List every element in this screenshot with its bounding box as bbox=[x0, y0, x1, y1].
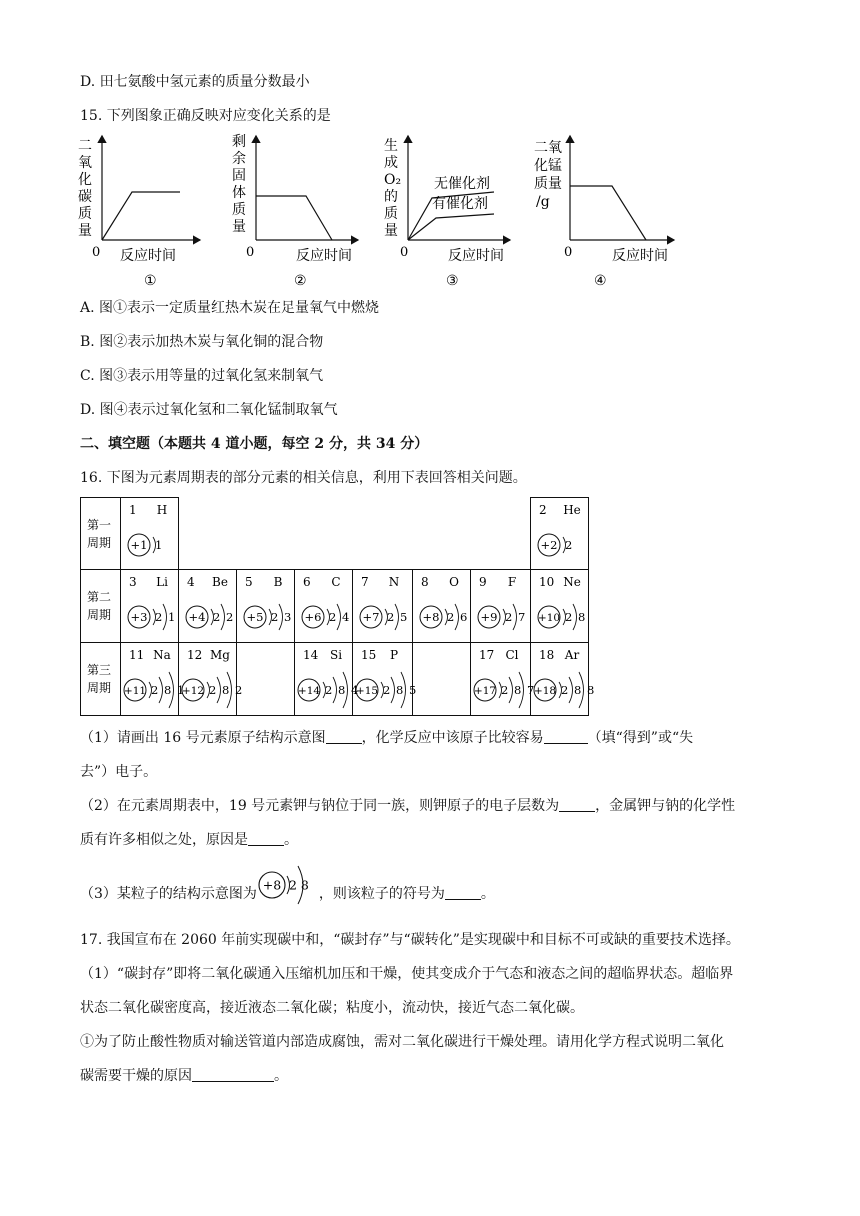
g3-label-no-catalyst: 无催化剂 bbox=[434, 176, 490, 192]
g4-number: ④ bbox=[594, 273, 607, 289]
element-cell-li bbox=[128, 575, 176, 630]
q16-p1-blank-1[interactable] bbox=[326, 729, 362, 744]
element-cell-c bbox=[302, 575, 350, 630]
g3-ylabel-0: 生 bbox=[384, 138, 398, 154]
atomic-number: 11 bbox=[129, 648, 145, 662]
q16-part3 bbox=[80, 876, 495, 912]
nuclear-charge: +1 bbox=[130, 538, 148, 552]
graph-2 bbox=[232, 134, 358, 289]
q14-option-d: D. 田七氨酸中氢元素的质量分数最小 bbox=[80, 74, 310, 90]
g4-xlabel: 反应时间 bbox=[612, 248, 668, 264]
element-symbol: Ar bbox=[564, 648, 580, 662]
g2-ylabel-4: 质 bbox=[232, 202, 246, 218]
g3-ylabel-2: O₂ bbox=[384, 172, 402, 188]
element-cell-mg bbox=[182, 648, 243, 708]
element-cell-h bbox=[128, 503, 167, 556]
nuclear-charge: +3 bbox=[130, 610, 148, 624]
g3-origin: 0 bbox=[400, 245, 409, 260]
element-symbol: C bbox=[331, 575, 341, 589]
g4-ylabel-1: 化锰 bbox=[534, 158, 562, 174]
q15-option-a: A. 图①表示一定质量红热木炭在足量氧气中燃烧 bbox=[80, 300, 380, 316]
q17-stem: 17. 我国宣布在 2060 年前实现碳中和，“碳封存”与“碳转化”是实现碳中和目标不可或缺的重要技术选择。 bbox=[80, 932, 740, 948]
g2-ylabel-1: 余 bbox=[232, 151, 246, 167]
g3-ylabel-3: 的 bbox=[384, 189, 398, 205]
element-cell-p bbox=[356, 648, 417, 708]
atomic-number: 7 bbox=[361, 575, 369, 589]
q17-p1-text-e: 。 bbox=[274, 1068, 288, 1084]
period-2-label-b: 周期 bbox=[87, 608, 112, 622]
nuclear-charge: +8 bbox=[422, 610, 440, 624]
g3-xlabel: 反应时间 bbox=[448, 248, 504, 264]
q17-p1-text-d: 碳需要干燥的原因 bbox=[80, 1068, 192, 1084]
atomic-number: 15 bbox=[361, 648, 377, 662]
q16-p2-text-a: （2）在元素周期表中，19 号元素钾与钠位于同一族，则钾原子的电子层数为 bbox=[80, 798, 560, 814]
electron-config: 2 7 bbox=[505, 610, 527, 624]
element-symbol: P bbox=[389, 648, 399, 662]
q16-p1-text-c: （填“得到”或“失 bbox=[587, 730, 694, 746]
periodic-table bbox=[80, 497, 596, 719]
element-cell-f bbox=[478, 575, 526, 630]
g4-origin: 0 bbox=[564, 245, 573, 260]
element-symbol: Be bbox=[212, 575, 228, 589]
atomic-number: 5 bbox=[245, 575, 253, 589]
element-cell-ne bbox=[538, 575, 586, 630]
period-2-label-a: 第二 bbox=[87, 590, 112, 604]
q16-p3-text-b: ，则该粒子的符号为 bbox=[318, 886, 445, 902]
element-symbol: Ne bbox=[563, 575, 581, 589]
g2-ylabel-2: 固 bbox=[232, 168, 246, 184]
nuclear-charge: +10 bbox=[537, 612, 561, 624]
q16-p1-text-b: ，化学反应中该原子比较容易 bbox=[361, 730, 544, 746]
g3-number: ③ bbox=[446, 273, 459, 289]
q16-p2-text-b: ，金属钾与钠的化学性 bbox=[595, 798, 736, 814]
electron-config: 1 bbox=[155, 538, 164, 552]
element-symbol: Li bbox=[156, 575, 168, 589]
element-cell-o bbox=[420, 575, 468, 630]
electron-config: 2 8 4 bbox=[325, 683, 360, 697]
g1-ylabel-5: 量 bbox=[78, 223, 92, 239]
q17-p1-line1: （1）“碳封存”即将二氧化碳通入压缩机加压和干燥，使其变成介于气态和液态之间的超临界状态。超临界 bbox=[80, 966, 734, 982]
electron-config: 2 6 bbox=[447, 610, 469, 624]
q16-part1-line1 bbox=[80, 728, 693, 748]
nuclear-charge: +7 bbox=[362, 610, 380, 624]
oxygen-ion-diagram bbox=[257, 858, 319, 912]
period-1-label-b: 周期 bbox=[87, 536, 112, 550]
q16-p3-text-c: 。 bbox=[480, 886, 495, 902]
atomic-number: 1 bbox=[129, 503, 137, 517]
nuclear-charge: +17 bbox=[473, 685, 497, 697]
nuclear-charge: +14 bbox=[297, 685, 321, 697]
section-2-title: 二、填空题（本题共 4 道小题，每空 2 分，共 34 分） bbox=[80, 436, 429, 452]
atomic-number: 14 bbox=[303, 648, 319, 662]
element-cell-he bbox=[538, 503, 581, 556]
electron-config: 2 4 bbox=[329, 610, 351, 624]
q16-part1-line2: 去”）电子。 bbox=[80, 764, 158, 780]
g3-label-with-catalyst: 有催化剂 bbox=[432, 196, 488, 212]
element-cell-cl bbox=[474, 648, 535, 708]
g1-xlabel: 反应时间 bbox=[120, 248, 176, 264]
element-symbol: O bbox=[449, 575, 459, 589]
g3-ylabel-5: 量 bbox=[384, 223, 398, 239]
electron-config: 2 3 bbox=[271, 610, 293, 624]
q15-stem: 15. 下列图象正确反映对应变化关系的是 bbox=[80, 108, 331, 124]
atomic-number: 2 bbox=[539, 503, 547, 517]
electron-config: 2 8 5 bbox=[383, 683, 418, 697]
electron-config: 2 8 7 bbox=[501, 683, 536, 697]
g2-ylabel-3: 体 bbox=[232, 185, 246, 201]
g1-number: ① bbox=[144, 273, 157, 289]
element-symbol: N bbox=[388, 575, 400, 589]
g1-ylabel-4: 质 bbox=[78, 206, 92, 222]
nuclear-charge: +4 bbox=[188, 610, 206, 624]
q15-option-b: B. 图②表示加热木炭与氧化铜的混合物 bbox=[80, 334, 324, 350]
element-cell-be bbox=[186, 575, 234, 630]
nuclear-charge: +11 bbox=[123, 685, 147, 697]
nuclear-charge: +18 bbox=[533, 685, 557, 697]
period-1-label-a: 第一 bbox=[87, 518, 112, 532]
nuclear-charge: +12 bbox=[181, 685, 205, 697]
q16-p1-text-a: （1）请画出 16 号元素原子结构示意图 bbox=[80, 730, 326, 746]
element-symbol: H bbox=[156, 503, 168, 517]
g2-origin: 0 bbox=[246, 245, 255, 260]
nuclear-charge: +2 bbox=[540, 538, 558, 552]
electron-config: 2 2 bbox=[213, 610, 235, 624]
atomic-number: 8 bbox=[421, 575, 429, 589]
electron-config: 2 8 2 bbox=[209, 683, 244, 697]
g2-xlabel: 反应时间 bbox=[296, 248, 352, 264]
period-3-label-a: 第三 bbox=[87, 663, 112, 677]
g2-number: ② bbox=[294, 273, 307, 289]
q16-p3-blank[interactable] bbox=[445, 885, 481, 900]
q16-p2-text-c: 质有许多相似之处，原因是 bbox=[80, 832, 248, 848]
g1-ylabel-2: 化 bbox=[78, 172, 92, 188]
q17-p1-line4 bbox=[80, 1066, 288, 1086]
g3-ylabel-4: 质 bbox=[384, 206, 398, 222]
atomic-number: 6 bbox=[303, 575, 311, 589]
q16-p3-text-a: （3）某粒子的结构示意图为 bbox=[80, 886, 257, 902]
g4-ylabel-3: /g bbox=[536, 194, 550, 210]
element-cell-ar bbox=[534, 648, 595, 708]
q17-p1-line2: 状态二氧化碳密度高，接近液态二氧化碳；粘度小，流动快，接近气态二氧化碳。 bbox=[80, 1000, 584, 1016]
g4-ylabel-2: 质量 bbox=[534, 176, 562, 192]
atomic-number: 9 bbox=[479, 575, 487, 589]
element-symbol: Si bbox=[329, 648, 343, 662]
g4-ylabel-0: 二氧 bbox=[534, 140, 562, 156]
atomic-number: 18 bbox=[539, 648, 555, 662]
element-symbol: Mg bbox=[210, 648, 230, 662]
p3-nucleus: +8 bbox=[262, 877, 282, 893]
g1-origin: 0 bbox=[92, 245, 101, 260]
q16-part2-line1 bbox=[80, 796, 735, 816]
element-symbol: Cl bbox=[505, 648, 519, 662]
element-symbol: F bbox=[507, 575, 517, 589]
atomic-number: 4 bbox=[187, 575, 195, 589]
g1-ylabel-0: 二 bbox=[78, 138, 92, 154]
q17-p1-line3: ①为了防止酸性物质对输送管道内部造成腐蚀，需对二氧化碳进行干燥处理。请用化学方程式说明二氧化 bbox=[80, 1034, 724, 1050]
q15-option-d: D. 图④表示过氧化氢和二氧化锰制取氧气 bbox=[80, 402, 338, 418]
period-3-label-b: 周期 bbox=[87, 681, 112, 695]
g3-ylabel-1: 成 bbox=[384, 155, 398, 171]
element-cell-si bbox=[298, 648, 359, 708]
atomic-number: 17 bbox=[479, 648, 495, 662]
element-symbol: B bbox=[273, 575, 283, 589]
atomic-number: 10 bbox=[539, 575, 555, 589]
graph-3 bbox=[384, 136, 510, 289]
p3-electrons: 2 8 bbox=[288, 877, 309, 893]
nuclear-charge: +9 bbox=[480, 610, 498, 624]
atomic-number: 12 bbox=[187, 648, 203, 662]
q16-p2-blank-2[interactable] bbox=[248, 831, 284, 846]
graph-4 bbox=[534, 136, 674, 289]
element-symbol: He bbox=[563, 503, 581, 517]
q16-part2-line2 bbox=[80, 830, 298, 850]
electron-config: 2 8 1 bbox=[151, 683, 186, 697]
q16-p2-text-d: 。 bbox=[284, 832, 298, 848]
nuclear-charge: +15 bbox=[355, 685, 379, 697]
atomic-number: 3 bbox=[129, 575, 137, 589]
q17-p1-blank[interactable] bbox=[192, 1067, 274, 1082]
electron-config: 2 1 bbox=[155, 610, 177, 624]
g1-ylabel-1: 氧 bbox=[78, 155, 92, 171]
electron-config: 2 bbox=[565, 538, 574, 552]
element-symbol: Na bbox=[153, 648, 171, 662]
element-cell-na bbox=[124, 648, 185, 708]
q15-option-c: C. 图③表示用等量的过氧化氢来制氧气 bbox=[80, 368, 324, 384]
electron-config: 2 5 bbox=[387, 610, 409, 624]
g2-ylabel-0: 剩 bbox=[232, 134, 246, 150]
electron-config: 2 8 bbox=[565, 610, 587, 624]
q16-p1-blank-2[interactable] bbox=[544, 729, 588, 744]
q16-p2-blank-1[interactable] bbox=[559, 797, 595, 812]
graph-1 bbox=[78, 136, 200, 289]
nuclear-charge: +6 bbox=[304, 610, 322, 624]
element-cell-b bbox=[244, 575, 292, 630]
electron-config: 2 8 8 bbox=[561, 683, 596, 697]
q16-stem: 16. 下图为元素周期表的部分元素的相关信息，利用下表回答相关问题。 bbox=[80, 470, 527, 486]
g1-ylabel-3: 碳 bbox=[78, 189, 92, 205]
element-cell-n bbox=[360, 575, 408, 630]
nuclear-charge: +5 bbox=[246, 610, 264, 624]
g2-ylabel-5: 量 bbox=[232, 219, 246, 235]
q15-graphs bbox=[76, 132, 686, 292]
